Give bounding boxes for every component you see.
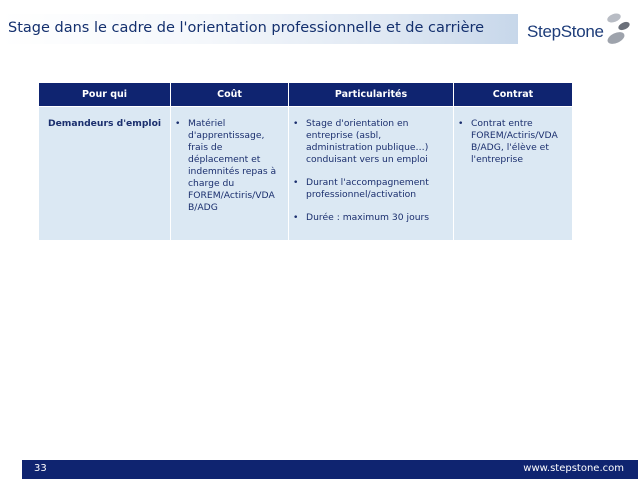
list-item: • Durée : maximum 30 jours (293, 211, 430, 223)
list-item: • Durant l'accompagnement professionnel/activation (293, 176, 429, 200)
cell-cout (171, 106, 289, 241)
stepstone-logo (524, 8, 634, 52)
cell-particularites (289, 106, 454, 241)
table-row (39, 106, 573, 241)
particularites-list (293, 118, 449, 224)
bullet-icon: • (458, 117, 464, 129)
bullet-icon: • (175, 117, 181, 129)
stepstone-mark-icon (600, 8, 634, 50)
cout-list (175, 118, 284, 214)
list-item: • Stage d'orientation en entreprise (asbl, administration publique…) conduisant vers un emploi (293, 117, 429, 165)
list-item: • Contrat entre FOREM/Actiris/VDA B/ADG, l'élève et l'entreprise (458, 117, 558, 165)
page-number: 33 (34, 463, 47, 474)
cell-contrat (454, 106, 573, 241)
logo-text: StepStone (527, 22, 604, 41)
header-contrat: Contrat (454, 83, 573, 106)
contrat-list (458, 118, 568, 166)
bullet-icon: • (293, 176, 299, 188)
slide-title: Stage dans le cadre de l'orientation professionnelle et de carrière (8, 20, 485, 36)
header-cout: Coût (171, 83, 289, 106)
bullet-icon: • (293, 117, 299, 129)
list-item: • Matériel d'apprentissage, frais de déplacement et indemnités repas à charge du FOREM/Actiris/VDA B/ADG (175, 117, 277, 213)
title-bar (0, 14, 518, 44)
website-link[interactable]: www.stepstone.com (523, 463, 624, 474)
info-table (38, 83, 573, 241)
footer-bar (22, 460, 638, 479)
logo-stone-bottom (606, 30, 627, 47)
header-particularites: Particularités (289, 83, 454, 106)
logo-stone-middle (617, 20, 631, 31)
header-pour-qui: Pour qui (39, 83, 171, 106)
logo-stone-top (606, 12, 622, 24)
cell-pour-qui: Demandeurs d'emploi (39, 106, 171, 241)
bullet-icon: • (293, 211, 299, 223)
table-header-row (39, 83, 573, 106)
